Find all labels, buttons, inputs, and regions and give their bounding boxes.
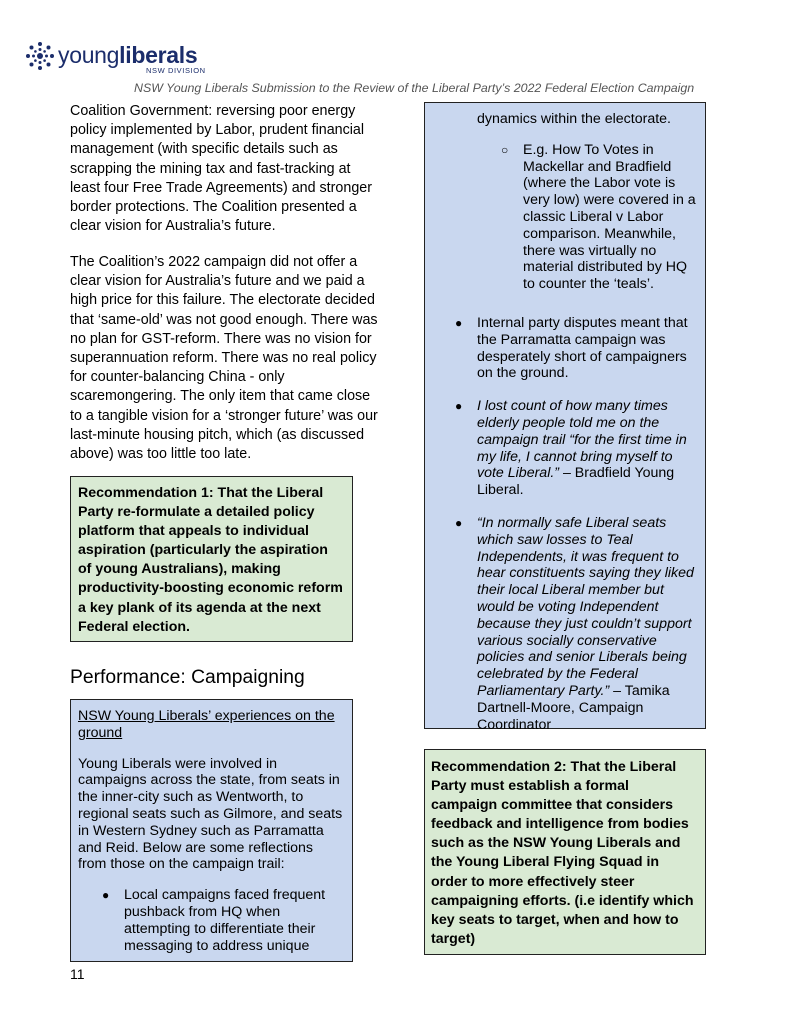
recommendation-2-box bbox=[424, 749, 706, 955]
list-item: ● Local campaigns faced frequent pushback from HQ when attempting to differentiate their messaging to address unique bbox=[102, 887, 345, 954]
experiences-box-body: Young Liberals were involved in campaigns across the state, from seats in the inner-city such as Wentworth, to regional seats such as Gilmore, and seats in Western Sydney such as Parramatta and Reid. Below are some reflections from those on the campaign trail: bbox=[78, 755, 343, 873]
continued-text: dynamics within the electorate. bbox=[477, 111, 671, 127]
page-header-title: NSW Young Liberals Submission to the Review of the Liberal Party’s 2022 Federal Election Campaign bbox=[134, 81, 695, 95]
list-item: ● I lost count of how many times elderly people told me on the campaign trail “for the first time in my life, I cannot bring myself to vote Liberal.” – Bradfield Young Liberal. bbox=[455, 398, 697, 499]
list-item: ○ E.g. How To Votes in Mackellar and Bradfield (where the Labor vote is very low) were covered in a classic Liberal v Labor comparison. Meanwhile, there was virtually no material distributed by HQ to counter the ‘teals’. bbox=[501, 142, 697, 293]
page-number: 11 bbox=[70, 966, 85, 982]
recommendation-1-box bbox=[70, 476, 353, 642]
section-heading-campaigning: Performance: Campaigning bbox=[70, 667, 305, 688]
experiences-box-continued bbox=[424, 102, 706, 733]
list-item: ● “In normally safe Liberal seats which saw losses to Teal Independents, it was frequent to hear constituents saying they liked their local Liberal member but would be voting Independent because they just couldn’t support various socially conservative policies and senior Liberals being celebrated by the Federal Parliamentary Party.” – Tamika Dartnell-Moore, Campaign Coordinator bbox=[455, 515, 697, 733]
experiences-box-title: NSW Young Liberals’ experiences on the ground bbox=[78, 708, 335, 741]
star-burst-icon bbox=[24, 40, 56, 72]
logo-wordmark: youngliberals bbox=[58, 42, 198, 68]
experiences-box bbox=[70, 699, 353, 962]
paragraph-coalition-government: Coalition Government: reversing poor energy policy implemented by Labor, prudent financial management (with specific details such as scrapping the mining tax and fast-tracking at least four Free Trade Agreements) and stronger border protections. The Coalition presented a clear vision for Australia’s future. bbox=[70, 103, 372, 235]
paragraph-2022-campaign: The Coalition’s 2022 campaign did not offer a clear vision for Australia’s future and we paid a high price for this failure. The electorate decided that ‘same-old’ was not good enough. There was no plan for GST-reform. There was no vision for superannuation reform. There was no real policy for counter-balancing China - only scaremongering. The only item that came close to a tangible vision for a ‘stronger future’ was our last-minute housing pitch, which (as discussed above) was too little too late. bbox=[70, 254, 378, 463]
logo-division: NSW DIVISION bbox=[146, 66, 206, 75]
recommendation-2-text: Recommendation 2: That the Liberal Party must establish a formal campaign committee that considers feedback and intelligence from bodies such as the NSW Young Liberals and the Young Liberal Flying Squad in order to more effectively steer campaigning efforts. (i.e identify which key seats to target, when and how to target) bbox=[431, 759, 694, 947]
list-item: ● Internal party disputes meant that the Parramatta campaign was desperately short of campaigners on the ground. bbox=[455, 315, 697, 382]
recommendation-1-text: Recommendation 1: That the Liberal Party re-formulate a detailed policy platform that appeals to individual aspiration (particularly the aspiration of young Australians), making productivity-boosting economic reform a key plank of its agenda at the next Federal election. bbox=[78, 485, 343, 635]
